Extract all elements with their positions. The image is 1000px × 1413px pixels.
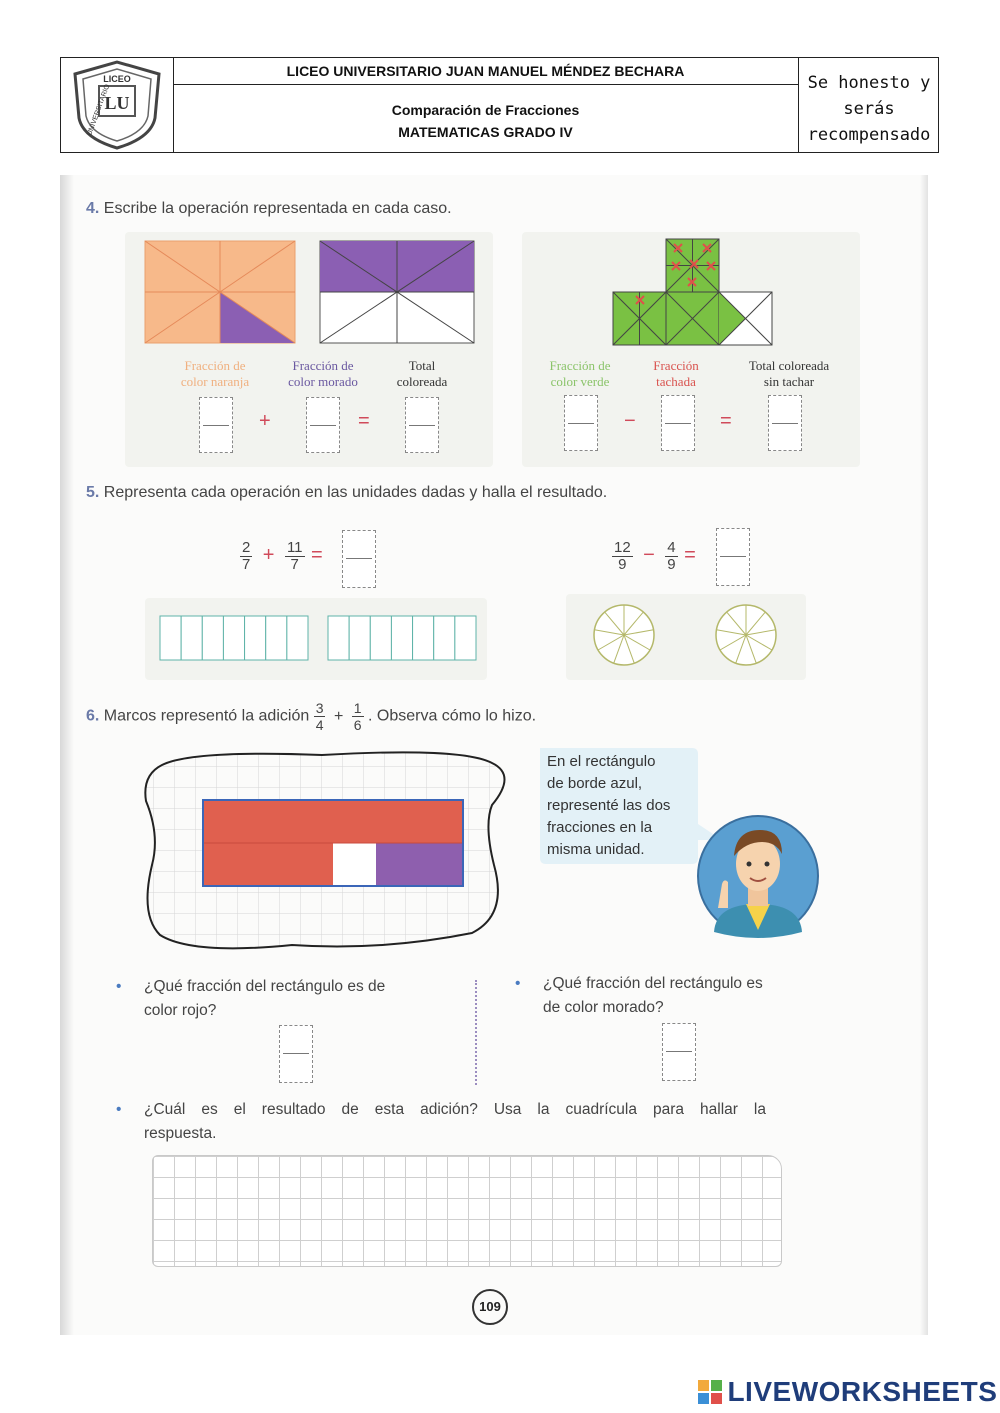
operator-plus: + (259, 410, 271, 432)
question-line: color rojo? (144, 1002, 217, 1019)
operator-equals: = (358, 410, 370, 432)
label-line: color verde (550, 374, 610, 389)
unit-circle-1 (592, 603, 656, 667)
q6-heading (86, 700, 536, 733)
question-line: de color morado? (543, 999, 664, 1016)
speech-text (547, 751, 707, 861)
bar-segment[interactable] (287, 616, 308, 660)
label-line: Fracción de (292, 358, 354, 373)
motto-cell (799, 58, 939, 152)
label-line: Total coloreada (748, 358, 830, 373)
page-number: 109 (472, 1289, 508, 1325)
green-squares-figure (612, 238, 774, 346)
speech-line: de borde azul, (547, 775, 643, 792)
label-line: Fracción (653, 358, 699, 373)
school-name: LICEO UNIVERSITARIO JUAN MANUEL MÉNDEZ BECHARA (173, 58, 798, 85)
q6-question-sum (116, 1098, 766, 1146)
operator-equals: = (310, 543, 323, 566)
bar-segment[interactable] (160, 616, 181, 660)
bar-segment[interactable] (223, 616, 244, 660)
title-cell (173, 58, 799, 152)
fraction (314, 700, 326, 733)
fraction (240, 540, 252, 573)
liveworksheets-brand (697, 1376, 997, 1408)
motto-line: serás (843, 99, 895, 119)
bar-segment[interactable] (328, 616, 349, 660)
speech-line: fracciones en la (547, 819, 653, 836)
numerator: 2 (242, 539, 251, 556)
bar-segment[interactable] (370, 616, 391, 660)
q6-question-purple (515, 972, 835, 1020)
unit-circle-2 (714, 603, 778, 667)
q6-question-red (116, 975, 446, 1023)
motto-line: recompensado (807, 125, 931, 145)
answer-box-red-fraction[interactable] (279, 1025, 313, 1083)
operator-equals: = (684, 543, 696, 566)
bar-segment[interactable] (455, 616, 476, 660)
liveworksheets-logo-icon (697, 1379, 723, 1405)
school-logo-cell (61, 58, 174, 152)
worksheet-header (60, 57, 939, 153)
label-orange-fraction (160, 358, 270, 390)
label-line: sin tachar (763, 374, 815, 389)
numerator: 11 (286, 539, 303, 556)
page-shadow-right (920, 175, 928, 1335)
answer-grid[interactable] (152, 1155, 782, 1267)
speech-line: representé las dos (547, 797, 671, 814)
denominator: 7 (290, 556, 299, 573)
question-line: ¿Qué fracción del rectángulo es (543, 975, 763, 992)
q5-answer-box-2[interactable] (716, 528, 750, 586)
logo-monogram: LU (104, 93, 130, 113)
bar-segment[interactable] (391, 616, 412, 660)
q5-prompt: Representa cada operación en las unidades dadas y halla el resultado. (103, 484, 608, 501)
label-line: color naranja (180, 374, 250, 389)
bar-segment[interactable] (245, 616, 266, 660)
logo-text-top: LICEO (103, 74, 131, 84)
bar-segment[interactable] (181, 616, 202, 660)
q6-number: 6. (86, 707, 100, 725)
purple-rectangle-figure (319, 240, 475, 344)
question-line: ¿Cuál es el resultado de esta adición? Usa la cuadrícula para hallar la (144, 1101, 766, 1118)
q4-prompt: Escribe la operación representada en cada caso. (103, 200, 452, 217)
answer-box-remaining[interactable] (768, 395, 802, 451)
page-shadow-left (60, 175, 74, 1335)
label-total-colored (367, 358, 477, 390)
label-line: Fracción de (549, 358, 611, 373)
bar-segment[interactable] (266, 616, 287, 660)
bar-segment[interactable] (349, 616, 370, 660)
q5-equation-1 (240, 540, 325, 573)
q5-heading (86, 484, 607, 502)
label-line: tachada (656, 374, 696, 389)
q4-number: 4. (86, 200, 100, 217)
denominator: 6 (353, 717, 362, 733)
brand-text: LIVEWORKSHEETS (727, 1376, 998, 1407)
label-purple-fraction (268, 358, 378, 390)
operator-minus: − (624, 410, 636, 432)
answer-box-purple-fraction[interactable] (662, 1023, 696, 1081)
topic-title: Comparación de Fracciones (391, 102, 580, 118)
bar-segment[interactable] (434, 616, 455, 660)
bullet: • (116, 978, 122, 995)
numerator: 1 (353, 700, 362, 716)
logo-text-left: UNIVERSITARIO (86, 83, 112, 137)
q6-prompt-end: . Observa cómo lo hizo. (367, 707, 537, 725)
speech-line: En el rectángulo (547, 753, 656, 770)
fraction (285, 540, 305, 573)
fraction (665, 540, 677, 573)
unit-bar-1 (159, 615, 309, 661)
answer-box-total[interactable] (405, 397, 439, 453)
fraction (352, 700, 364, 733)
label-crossed-fraction (621, 358, 731, 390)
column-divider (475, 980, 477, 1085)
bar-segment[interactable] (413, 616, 434, 660)
q5-equation-2 (612, 540, 698, 573)
numerator: 12 (614, 539, 631, 556)
label-line: Fracción de (184, 358, 246, 373)
speech-line: misma unidad. (547, 841, 645, 858)
operator-plus: + (333, 707, 344, 725)
marcos-avatar (696, 812, 820, 940)
subject-title: MATEMATICAS GRADO IV (398, 124, 573, 140)
answer-box-purple[interactable] (306, 397, 340, 453)
marcos-grid-frame (132, 745, 524, 957)
denominator: 9 (667, 556, 676, 573)
question-line: respuesta. (144, 1125, 217, 1142)
fraction (612, 540, 633, 573)
q5-answer-box-1[interactable] (342, 530, 376, 588)
answer-box-crossed[interactable] (661, 395, 695, 451)
denominator: 4 (315, 717, 324, 733)
bullet: • (515, 975, 521, 992)
denominator: 9 (618, 556, 627, 573)
orange-rectangle-figure (144, 240, 296, 344)
q5-number: 5. (86, 484, 100, 501)
motto-line: Se honesto y (807, 73, 931, 93)
label-line: color morado (288, 374, 358, 389)
q6-prompt-start: Marcos representó la adición (103, 707, 310, 725)
label-line: coloreada (396, 374, 448, 389)
denominator: 7 (242, 556, 251, 573)
operator-minus: − (643, 543, 655, 566)
q4-heading (86, 200, 452, 218)
operator-equals: = (720, 410, 732, 432)
numerator: 3 (315, 700, 324, 716)
label-total-uncrossed (728, 358, 850, 390)
answer-box-orange[interactable] (199, 397, 233, 453)
label-green-fraction (525, 358, 635, 390)
operator-plus: + (262, 543, 275, 566)
unit-bar-2 (327, 615, 477, 661)
label-line: Total (408, 358, 436, 373)
bar-segment[interactable] (202, 616, 223, 660)
bullet: • (116, 1101, 122, 1118)
school-shield-logo (61, 58, 173, 152)
numerator: 4 (667, 539, 676, 556)
question-line: ¿Qué fracción del rectángulo es de (144, 978, 386, 995)
answer-box-green[interactable] (564, 395, 598, 451)
